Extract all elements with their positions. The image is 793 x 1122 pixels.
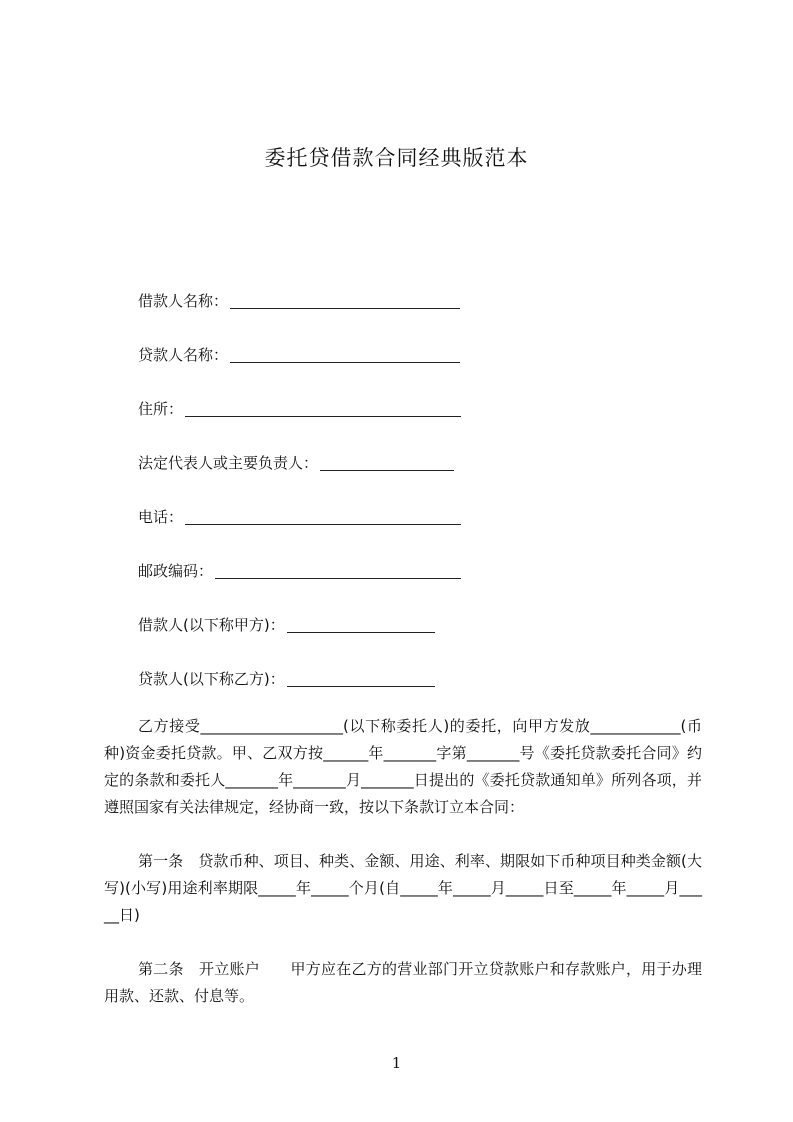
party-a-blank	[287, 618, 435, 633]
postcode-field	[138, 561, 461, 581]
lender-name-field	[138, 345, 460, 365]
article-2-paragraph: 第二条 开立账户 甲方应在乙方的营业部门开立贷款账户和存款账户，用于办理用款、还款、付息等。	[104, 960, 702, 1005]
postcode-blank	[215, 564, 461, 579]
article-1-paragraph: 第一条 贷款币种、项目、种类、金额、用途、利率、期限如下币种项目种类金额(大写)(小写)用途利率期限_____年_____个月(自_____年_____月_____日至_____年_____月_____日)	[104, 852, 702, 924]
phone-blank	[185, 510, 461, 525]
party-b-blank	[287, 672, 435, 687]
postcode-label: 邮政编码：	[138, 562, 214, 580]
party-a-field	[138, 615, 435, 635]
borrower-name-label: 借款人名称：	[138, 292, 229, 310]
party-b-field	[138, 669, 435, 689]
lender-name-blank	[230, 348, 460, 363]
address-blank	[185, 402, 461, 417]
legal-rep-blank	[320, 456, 454, 471]
lender-name-label: 贷款人名称：	[138, 346, 229, 364]
page-number: 1	[391, 1054, 402, 1072]
intro-paragraph: 乙方接受___________________(以下称委托人)的委托，向甲方发放____________(币种)资金委托贷款。甲、乙双方按______年_______字第_______号《委托贷款委托合同》约定的条款和委托人_______年_______月_______日提出的《委托贷款通知单》所列各项，并遵照国家有关法律规定，经协商一致，按以下条款订立本合同：	[104, 717, 702, 816]
address-field	[138, 399, 461, 419]
party-a-label: 借款人(以下称甲方)：	[138, 616, 285, 634]
phone-label: 电话：	[138, 508, 184, 526]
address-label: 住所：	[138, 400, 184, 418]
legal-rep-label: 法定代表人或主要负责人：	[138, 454, 319, 472]
phone-field	[138, 507, 461, 527]
document-title: 委托贷借款合同经典版范本	[264, 146, 529, 170]
borrower-name-field	[138, 291, 460, 311]
party-b-label: 贷款人(以下称乙方)：	[138, 670, 285, 688]
legal-rep-field	[138, 453, 454, 473]
borrower-name-blank	[230, 294, 460, 309]
